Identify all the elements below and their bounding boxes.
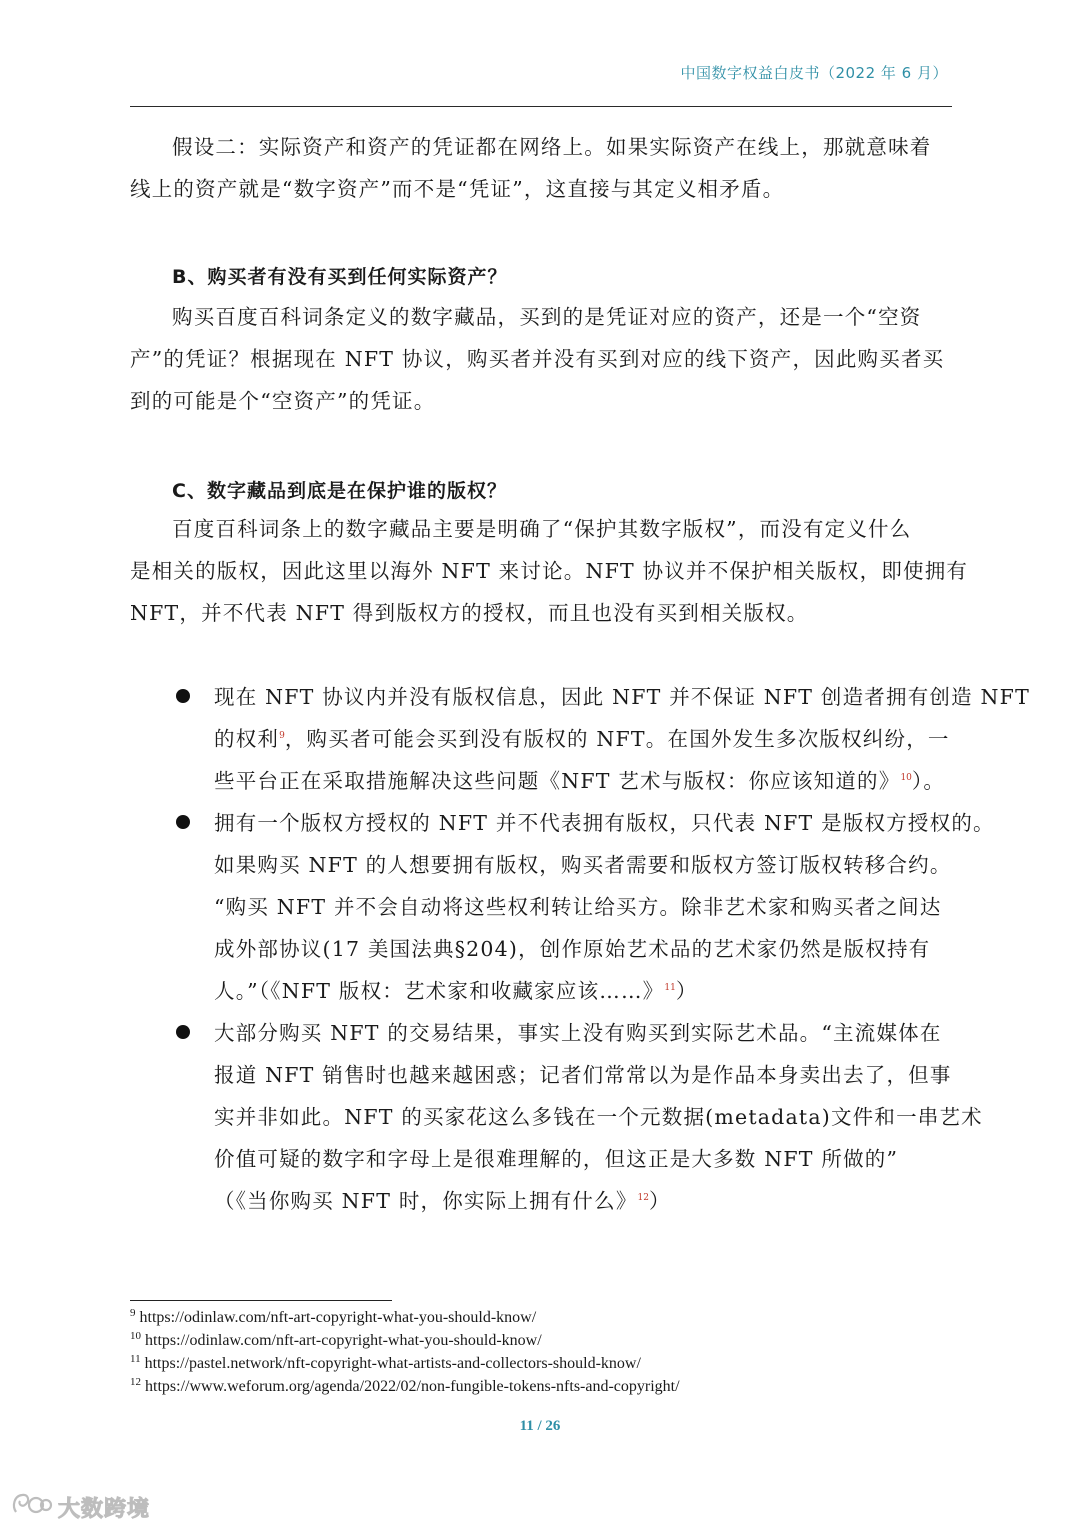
paragraph-section-c bbox=[130, 508, 969, 634]
bullet-item bbox=[130, 1012, 983, 1222]
bullet-line: 如果购买 NFT 的人想要拥有版权，购买者需要和版权方签订版权转移合约。 bbox=[214, 853, 952, 877]
bullet-text: 些平台正在采取措施解决这些问题《NFT 艺术与版权：你应该知道的》 bbox=[214, 769, 901, 793]
bullet-line: 成外部协议(17 美国法典§204)，创作原始艺术品的艺术家仍然是版权持有 bbox=[214, 937, 931, 961]
bullet-dot-icon bbox=[176, 1025, 190, 1039]
footnote-link[interactable]: https://pastel.network/nft-copyright-what-artists-and-collectors-should-know/ bbox=[144, 1355, 641, 1372]
bullet-text: 人。”（《NFT 版权：艺术家和收藏家应该……》 bbox=[214, 979, 665, 1003]
footnote-ref[interactable]: 9 bbox=[279, 731, 285, 742]
footnote-link[interactable]: https://odinlaw.com/nft-art-copyright-what-you-should-know/ bbox=[145, 1332, 542, 1349]
bullet-dot-icon bbox=[176, 815, 190, 829]
footnote-number: 11 bbox=[130, 1352, 141, 1365]
logo-icon bbox=[10, 1490, 54, 1524]
bullet-line: “购买 NFT 并不会自动将这些权利转让给买方。除非艺术家和购买者之间达 bbox=[214, 895, 942, 919]
paragraph-line: NFT，并不代表 NFT 得到版权方的授权，而且也没有买到相关版权。 bbox=[130, 601, 809, 625]
bullet-line: 大部分购买 NFT 的交易结果，事实上没有购买到实际艺术品。“主流媒体在 bbox=[214, 1021, 942, 1045]
watermark-text: 大数跨境 bbox=[58, 1496, 151, 1522]
footnote-number: 9 bbox=[130, 1306, 136, 1319]
footnote-divider bbox=[130, 1300, 392, 1301]
paragraph-line: 百度百科词条上的数字藏品主要是明确了“保护其数字版权”，而没有定义什么 bbox=[172, 517, 912, 541]
paragraph-section-b bbox=[130, 296, 952, 422]
bullet-line bbox=[214, 760, 970, 802]
bullet-line bbox=[214, 718, 970, 760]
footnote-link[interactable]: https://www.weforum.org/agenda/2022/02/non-fungible-tokens-nfts-and-copyright/ bbox=[145, 1378, 680, 1395]
paragraph-line: 假设二：实际资产和资产的凭证都在网络上。如果实际资产在线上，那就意味着 bbox=[172, 135, 932, 159]
bullet-list bbox=[130, 676, 1030, 1222]
bullet-line: 价值可疑的数字和字母上是很难理解的，但这正是大多数 NFT 所做的” bbox=[214, 1147, 899, 1171]
paragraph-assumption-two bbox=[130, 126, 952, 210]
bullet-text: （《当你购买 NFT 时，你实际上拥有什么》 bbox=[214, 1189, 638, 1213]
bullet-line: 拥有一个版权方授权的 NFT 并不代表拥有版权，只代表 NFT 是版权方授权的。 bbox=[214, 811, 995, 835]
paragraph-line: 产”的凭证？根据现在 NFT 协议，购买者并没有买到对应的线下资产，因此购买者买 bbox=[130, 347, 945, 371]
footnote bbox=[130, 1306, 680, 1329]
footnote-ref[interactable]: 10 bbox=[900, 773, 912, 784]
bullet-text: 的权利 bbox=[214, 727, 280, 751]
document-header-title: 中国数字权益白皮书（2022 年 6 月） bbox=[680, 64, 948, 82]
bullet-item bbox=[130, 676, 1030, 802]
bullet-line: 现在 NFT 协议内并没有版权信息，因此 NFT 并不保证 NFT 创造者拥有创造 NFT bbox=[214, 685, 1030, 709]
bullet-text: ） bbox=[648, 1189, 671, 1213]
footnote bbox=[130, 1329, 680, 1352]
bullet-text: ）。 bbox=[911, 769, 946, 793]
footnote-list bbox=[130, 1306, 680, 1398]
footnote-number: 10 bbox=[130, 1329, 141, 1342]
page-number: 11 / 26 bbox=[519, 1418, 561, 1434]
header-divider bbox=[130, 106, 952, 107]
footnote-ref[interactable]: 11 bbox=[664, 983, 676, 994]
section-heading-b: B、购买者有没有买到任何实际资产？ bbox=[172, 266, 508, 288]
paragraph-line: 购买百度百科词条定义的数字藏品，买到的是凭证对应的资产，还是一个“空资 bbox=[172, 305, 922, 329]
bullet-line bbox=[214, 970, 970, 1012]
bullet-dot-icon bbox=[176, 689, 190, 703]
bullet-text: ） bbox=[675, 979, 698, 1003]
footnote-ref[interactable]: 12 bbox=[637, 1193, 649, 1204]
bullet-line bbox=[214, 1180, 970, 1222]
section-heading-c: C、数字藏品到底是在保护谁的版权？ bbox=[172, 480, 507, 502]
paragraph-line: 是相关的版权，因此这里以海外 NFT 来讨论。NFT 协议并不保护相关版权，即使拥有 bbox=[130, 559, 969, 583]
footnote-number: 12 bbox=[130, 1375, 141, 1388]
bullet-item bbox=[130, 802, 995, 1012]
footnote bbox=[130, 1352, 680, 1375]
bullet-text: ，购买者可能会买到没有版权的 NFT。在国外发生多次版权纠纷，一 bbox=[284, 727, 950, 751]
footnote bbox=[130, 1375, 680, 1398]
paragraph-line: 到的可能是个“空资产”的凭证。 bbox=[130, 389, 436, 413]
watermark bbox=[10, 1490, 150, 1524]
paragraph-line: 线上的资产就是“数字资产”而不是“凭证”，这直接与其定义相矛盾。 bbox=[130, 177, 785, 201]
footnote-link[interactable]: https://odinlaw.com/nft-art-copyright-what-you-should-know/ bbox=[139, 1309, 537, 1326]
bullet-line: 实并非如此。NFT 的买家花这么多钱在一个元数据(metadata)文件和一串艺术 bbox=[214, 1105, 983, 1129]
bullet-line: 报道 NFT 销售时也越来越困惑；记者们常常以为是作品本身卖出去了，但事 bbox=[214, 1063, 952, 1087]
